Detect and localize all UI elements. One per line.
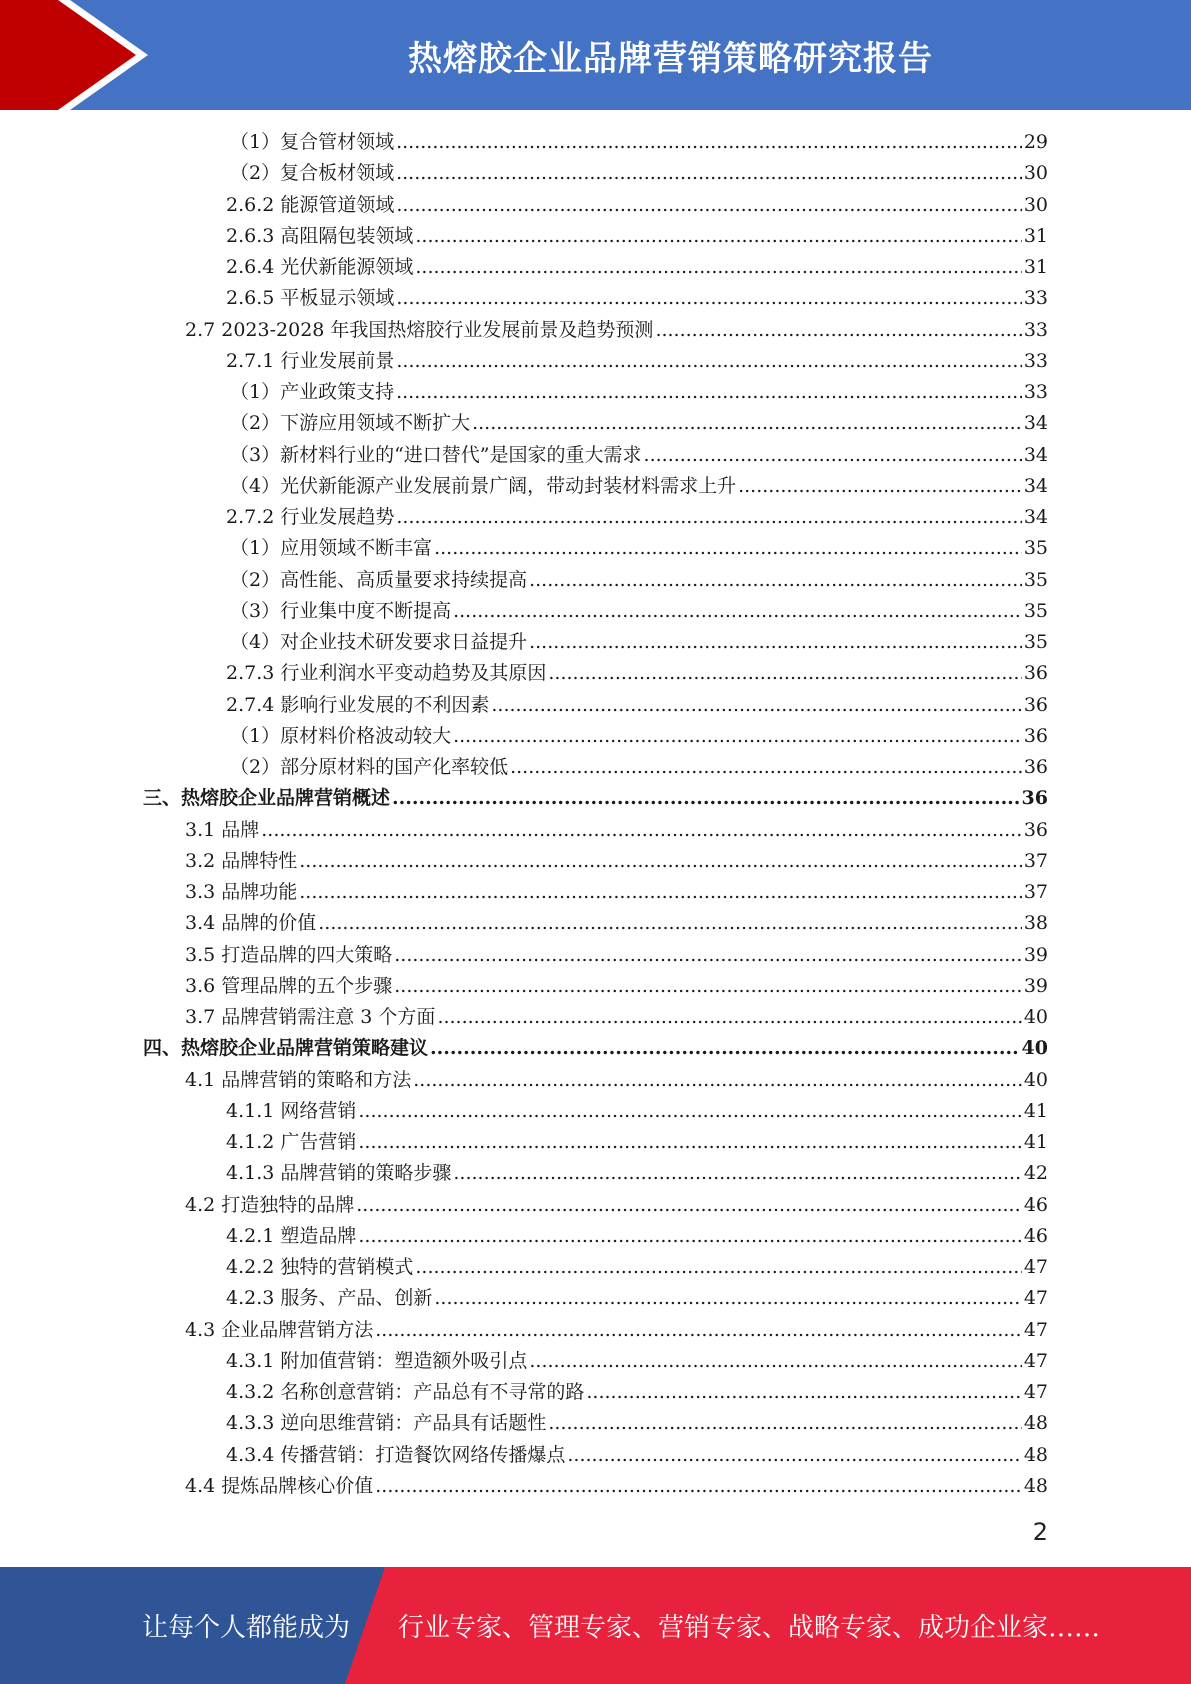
- toc-entry[interactable]: [143, 283, 1048, 314]
- toc-entry-label: 2.7 2023-2028 年我国热熔胶行业发展前景及趋势预测: [185, 318, 654, 341]
- toc-dot-leader: [394, 940, 1022, 971]
- toc-entry-label: 3.7 品牌营销需注意 3 个方面: [185, 1006, 436, 1028]
- toc-entry[interactable]: [143, 627, 1048, 658]
- toc-entry-page: 40: [1021, 1037, 1048, 1060]
- toc-entry-label: 3.2 品牌特性: [185, 849, 298, 872]
- toc-entry-label: 2.6.4 光伏新能源领域: [226, 256, 414, 278]
- report-title: 热熔胶企业品牌营销策略研究报告: [408, 38, 933, 79]
- toc-dot-leader: [396, 283, 1021, 314]
- toc-entry-page: 47: [1023, 1381, 1048, 1403]
- toc-dot-leader: [529, 565, 1022, 596]
- toc-entry[interactable]: [143, 1127, 1048, 1158]
- footer-slogan-left: 让每个人都能成为: [142, 1613, 351, 1643]
- toc-dot-leader: [567, 1440, 1021, 1471]
- toc-entry[interactable]: [143, 346, 1048, 377]
- toc-entry-label: 三、热熔胶企业品牌营销概述: [143, 787, 391, 810]
- toc-entry-page: 38: [1023, 912, 1048, 935]
- toc-entry[interactable]: [143, 533, 1048, 564]
- toc-entry-label: 4.1.1 网络营销: [226, 1099, 357, 1122]
- toc-entry-page: 47: [1023, 1256, 1048, 1278]
- toc-entry-page: 36: [1023, 662, 1048, 685]
- toc-entry-label: （1）复合管材领域: [230, 131, 395, 153]
- toc-entry-page: 39: [1023, 943, 1048, 966]
- toc-entry[interactable]: [143, 221, 1048, 252]
- toc-dot-leader: [434, 533, 1022, 564]
- toc-entry-page: 30: [1023, 193, 1048, 216]
- toc-dot-leader: [529, 1346, 1021, 1377]
- toc-entry[interactable]: [143, 877, 1048, 908]
- toc-entry-page: 34: [1023, 443, 1048, 466]
- toc-entry[interactable]: [143, 377, 1048, 408]
- toc-entry-page: 36: [1023, 818, 1048, 841]
- toc-entry[interactable]: [143, 190, 1048, 221]
- toc-entry-label: 4.3.3 逆向思维营销：产品具有话题性: [226, 1412, 547, 1435]
- toc-entry-page: 41: [1023, 1131, 1048, 1153]
- toc-entry-page: 36: [1023, 756, 1048, 778]
- toc-entry[interactable]: [143, 1440, 1048, 1471]
- toc-entry-page: 34: [1023, 474, 1048, 497]
- toc-dot-leader: [437, 1002, 1021, 1033]
- toc-dot-leader: [392, 783, 1020, 814]
- toc-entry[interactable]: [143, 658, 1048, 689]
- toc-entry-page: 46: [1023, 1193, 1048, 1216]
- chevron-logo-icon: [0, 0, 160, 110]
- toc-dot-leader: [655, 315, 1021, 346]
- toc-dot-leader: [453, 1158, 1021, 1189]
- toc-entry-page: 35: [1023, 631, 1048, 653]
- toc-entry[interactable]: [143, 315, 1048, 346]
- toc-entry-label: 3.5 打造品牌的四大策略: [185, 943, 393, 966]
- toc-entry[interactable]: [143, 1065, 1048, 1096]
- toc-dot-leader: [548, 658, 1021, 689]
- toc-entry-page: 34: [1023, 412, 1048, 435]
- toc-entry-label: 4.2.1 塑造品牌: [226, 1224, 357, 1247]
- toc-dot-leader: [529, 627, 1022, 658]
- toc-dot-leader: [358, 1221, 1021, 1252]
- toc-entry[interactable]: [143, 1096, 1048, 1127]
- toc-entry-page: 36: [1023, 724, 1048, 747]
- toc-entry-page: 30: [1023, 162, 1048, 185]
- toc-dot-leader: [396, 502, 1021, 533]
- toc-entry[interactable]: [143, 1408, 1048, 1439]
- toc-dot-leader: [586, 1377, 1021, 1408]
- toc-entry-label: 3.4 品牌的价值: [185, 912, 317, 935]
- toc-dot-leader: [318, 908, 1022, 939]
- toc-entry-label: 2.7.1 行业发展前景: [226, 349, 395, 372]
- toc-entry-label: 2.6.5 平板显示领域: [226, 287, 395, 310]
- toc-entry-label: （2）复合板材领域: [230, 162, 395, 185]
- toc-entry-page: 41: [1023, 1099, 1048, 1122]
- toc-dot-leader: [415, 252, 1021, 283]
- page-footer: [0, 1567, 1191, 1684]
- toc-entry-label: 4.3.2 名称创意营销：产品总有不寻常的路: [226, 1381, 585, 1403]
- toc-dot-leader: [738, 471, 1022, 502]
- toc-entry-page: 48: [1023, 1412, 1048, 1435]
- toc-entry[interactable]: [143, 1190, 1048, 1221]
- toc-dot-leader: [472, 408, 1022, 439]
- toc-entry-label: （1）产业政策支持: [230, 381, 395, 403]
- toc-entry[interactable]: [143, 971, 1048, 1002]
- toc-dot-leader: [375, 1471, 1022, 1502]
- toc-entry[interactable]: [143, 1033, 1048, 1064]
- toc-entry-label: 四、热熔胶企业品牌营销策略建议: [143, 1037, 429, 1060]
- toc-entry[interactable]: [143, 596, 1048, 627]
- toc-entry[interactable]: [143, 1002, 1048, 1033]
- toc-entry-label: （1）原材料价格波动较大: [230, 724, 452, 747]
- toc-entry-label: （2）下游应用领域不断扩大: [230, 412, 471, 435]
- toc-entry-label: 4.3 企业品牌营销方法: [185, 1318, 374, 1341]
- toc-dot-leader: [396, 377, 1022, 408]
- toc-entry-page: 47: [1023, 1349, 1048, 1372]
- toc-entry-page: 36: [1023, 693, 1048, 716]
- toc-entry[interactable]: [143, 908, 1048, 939]
- toc-entry[interactable]: [143, 846, 1048, 877]
- toc-entry-label: 4.4 提炼品牌核心价值: [185, 1474, 374, 1497]
- toc-dot-leader: [396, 127, 1022, 158]
- toc-dot-leader: [358, 1096, 1021, 1127]
- toc-entry-page: 46: [1023, 1224, 1048, 1247]
- toc-entry[interactable]: [143, 1283, 1048, 1314]
- toc-entry-label: 2.6.3 高阻隔包装领域: [226, 224, 414, 247]
- toc-entry[interactable]: [143, 1471, 1048, 1502]
- toc-entry[interactable]: [143, 127, 1048, 158]
- toc-entry[interactable]: [143, 1346, 1048, 1377]
- toc-entry[interactable]: [143, 565, 1048, 596]
- toc-dot-leader: [434, 1283, 1021, 1314]
- toc-entry[interactable]: [143, 752, 1048, 783]
- toc-entry[interactable]: [143, 690, 1048, 721]
- toc-entry[interactable]: [143, 940, 1048, 971]
- toc-entry-label: （1）应用领域不断丰富: [230, 537, 433, 560]
- page-number: 2: [1032, 1518, 1048, 1546]
- toc-dot-leader: [394, 971, 1022, 1002]
- toc-entry-label: （3）新材料行业的“进口替代”是国家的重大需求: [230, 443, 642, 466]
- toc-dot-leader: [415, 221, 1021, 252]
- toc-dot-leader: [548, 1408, 1021, 1439]
- toc-entry[interactable]: [143, 158, 1048, 189]
- toc-entry[interactable]: [143, 440, 1048, 471]
- toc-entry-label: （4）对企业技术研发要求日益提升: [230, 631, 528, 653]
- toc-entry-page: 37: [1023, 849, 1048, 872]
- toc-entry[interactable]: [143, 1221, 1048, 1252]
- toc-entry-page: 31: [1023, 256, 1048, 278]
- toc-dot-leader: [430, 1033, 1020, 1064]
- toc-entry-page: 33: [1023, 287, 1048, 310]
- toc-dot-leader: [396, 158, 1022, 189]
- toc-dot-leader: [299, 846, 1022, 877]
- toc-entry-label: 4.2 打造独特的品牌: [185, 1193, 355, 1216]
- toc-entry-label: （4）光伏新能源产业发展前景广阔，带动封装材料需求上升: [230, 474, 737, 497]
- toc-entry-label: 2.7.4 影响行业发展的不利因素: [226, 693, 490, 716]
- toc-entry-label: （2）高性能、高质量要求持续提高: [230, 568, 528, 591]
- toc-dot-leader: [396, 346, 1021, 377]
- toc-entry[interactable]: [143, 1377, 1048, 1408]
- toc-entry-page: 33: [1023, 318, 1048, 341]
- toc-dot-leader: [453, 596, 1022, 627]
- toc-entry-page: 47: [1023, 1287, 1048, 1310]
- toc-entry-page: 35: [1023, 568, 1048, 591]
- toc-entry-label: 3.1 品牌: [185, 818, 260, 841]
- toc-entry-label: （2）部分原材料的国产化率较低: [230, 756, 509, 778]
- toc-dot-leader: [415, 1252, 1021, 1283]
- toc-entry[interactable]: [143, 408, 1048, 439]
- footer-slogan-right: 行业专家、管理专家、营销专家、战略专家、成功企业家……: [398, 1613, 1101, 1643]
- toc-entry-label: 4.2.3 服务、产品、创新: [226, 1287, 433, 1310]
- toc-entry[interactable]: [143, 1315, 1048, 1346]
- toc-entry[interactable]: [143, 815, 1048, 846]
- toc-entry-label: 4.1 品牌营销的策略和方法: [185, 1068, 412, 1091]
- toc-entry-page: 48: [1023, 1474, 1048, 1497]
- toc-entry[interactable]: [143, 783, 1048, 814]
- toc-dot-leader: [396, 190, 1021, 221]
- toc-entry-page: 31: [1023, 224, 1048, 247]
- toc-entry[interactable]: [143, 502, 1048, 533]
- toc-entry-label: 3.6 管理品牌的五个步骤: [185, 974, 393, 997]
- toc-entry[interactable]: [143, 471, 1048, 502]
- toc-dot-leader: [491, 690, 1021, 721]
- toc-entry-page: 34: [1023, 506, 1048, 528]
- toc-dot-leader: [510, 752, 1022, 783]
- toc-entry-page: 36: [1021, 787, 1048, 810]
- toc-dot-leader: [453, 721, 1022, 752]
- toc-entry-page: 40: [1023, 1068, 1048, 1091]
- toc-entry-label: 3.3 品牌功能: [185, 881, 298, 903]
- toc-dot-leader: [413, 1065, 1022, 1096]
- toc-entry-label: 2.7.3 行业利润水平变动趋势及其原因: [226, 662, 547, 685]
- toc-entry-page: 33: [1023, 381, 1048, 403]
- toc-entry-label: 4.3.4 传播营销：打造餐饮网络传播爆点: [226, 1443, 566, 1466]
- toc-entry-label: 2.6.2 能源管道领域: [226, 193, 395, 216]
- toc-dot-leader: [261, 815, 1022, 846]
- toc-entry-page: 33: [1023, 349, 1048, 372]
- toc-entry-page: 48: [1023, 1443, 1048, 1466]
- toc-entry-page: 35: [1023, 537, 1048, 560]
- toc-entry-label: 4.1.3 品牌营销的策略步骤: [226, 1162, 452, 1185]
- toc-dot-leader: [358, 1127, 1021, 1158]
- toc-entry[interactable]: [143, 1252, 1048, 1283]
- toc-dot-leader: [375, 1315, 1022, 1346]
- toc-entry-page: 37: [1023, 881, 1048, 903]
- toc-dot-leader: [299, 877, 1022, 908]
- toc-entry[interactable]: [143, 721, 1048, 752]
- toc-entry-page: 39: [1023, 974, 1048, 997]
- toc-entry-page: 29: [1023, 131, 1048, 153]
- toc-entry-page: 40: [1023, 1006, 1048, 1028]
- toc-entry-page: 47: [1023, 1318, 1048, 1341]
- table-of-contents: [143, 127, 1048, 1502]
- page-header: [0, 0, 1191, 110]
- toc-entry-label: 4.1.2 广告营销: [226, 1131, 357, 1153]
- toc-dot-leader: [356, 1190, 1022, 1221]
- toc-dot-leader: [644, 440, 1022, 471]
- toc-entry-label: 2.7.2 行业发展趋势: [226, 506, 395, 528]
- toc-entry-label: （3）行业集中度不断提高: [230, 599, 452, 622]
- toc-entry-page: 42: [1023, 1162, 1048, 1185]
- toc-entry-label: 4.3.1 附加值营销：塑造额外吸引点: [226, 1349, 528, 1372]
- toc-entry[interactable]: [143, 1158, 1048, 1189]
- toc-entry-page: 35: [1023, 599, 1048, 622]
- toc-entry[interactable]: [143, 252, 1048, 283]
- toc-entry-label: 4.2.2 独特的营销模式: [226, 1256, 414, 1278]
